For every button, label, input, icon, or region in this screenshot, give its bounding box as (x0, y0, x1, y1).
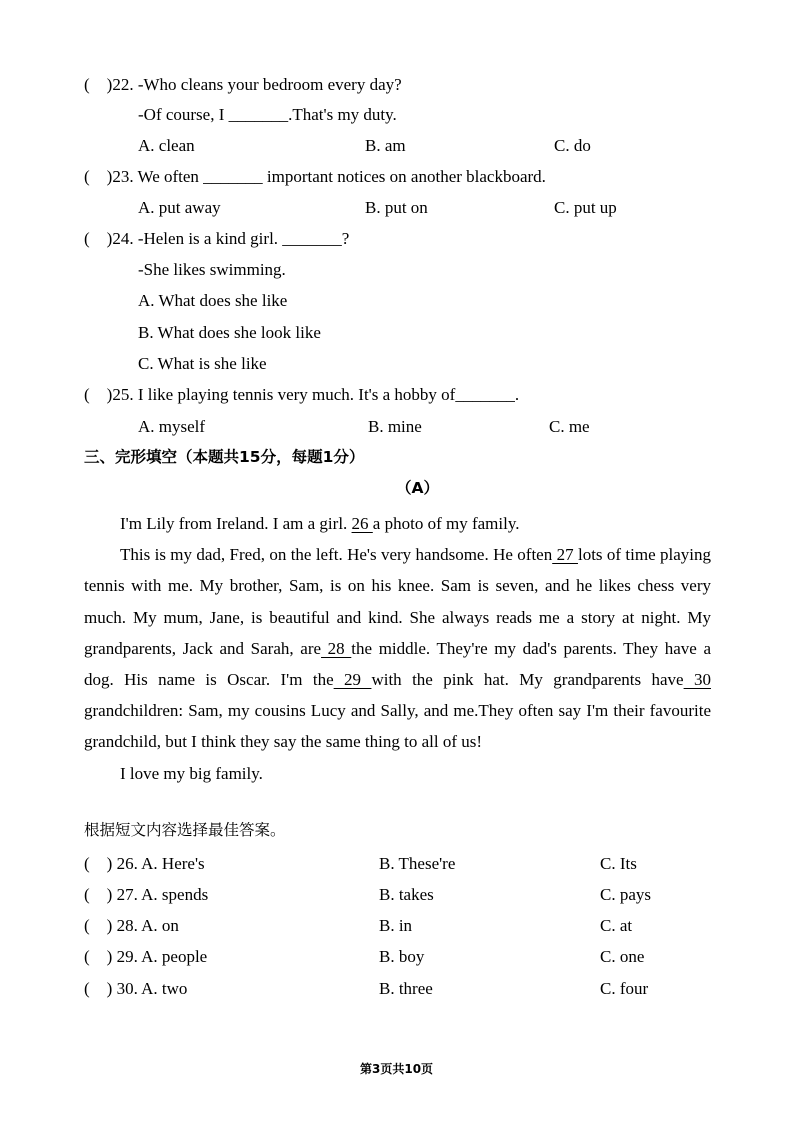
q25-option-c: C. me (549, 417, 590, 436)
answer-27-b: B. takes (379, 885, 434, 904)
answer-27-a: ( ) 27. A. spends (84, 885, 209, 904)
q22-option-b: B. am (365, 136, 406, 155)
part-label: （A） (396, 479, 439, 497)
q25-option-b: B. mine (368, 417, 422, 436)
answer-29-b: B. boy (379, 947, 425, 966)
q22-stem: ( )22. -Who cleans your bedroom every day? (84, 75, 402, 94)
q22-option-c: C. do (554, 136, 591, 155)
answer-27-c: C. pays (600, 885, 651, 904)
section-title: 三、完形填空（本题共15分，每题1分） (84, 448, 365, 466)
passage-paragraph-1 (84, 508, 711, 539)
passage-text: with the pink hat. My grandparents have (371, 670, 684, 690)
q23-option-a: A. put away (138, 198, 221, 217)
passage-paragraph-3: I love my big family. (120, 763, 263, 783)
q24-sub: -She likes swimming. (138, 260, 286, 279)
cloze-passage (84, 508, 711, 789)
blank-28: 28 (321, 638, 352, 658)
answer-26-a: ( ) 26. A. Here's (84, 854, 205, 873)
page-footer: 第3页共10页 (360, 1062, 434, 1076)
q24-option-c: C. What is she like (138, 354, 267, 373)
passage-paragraph-2 (84, 539, 711, 757)
answer-28-c: C. at (600, 916, 633, 935)
q23-option-b: B. put on (365, 198, 428, 217)
blank-26: 26 (351, 514, 373, 533)
answer-26-b: B. These're (379, 854, 456, 873)
blank-29: 29 (333, 670, 372, 690)
answer-30-b: B. three (379, 979, 433, 998)
passage-text: lots of time playing tennis with me. My brother, Sam, is on his knee. Sam is seven, and he likes chess very much. My mum, Jane, is beautiful and kind. She always reads me a story at night. My grandparents, Jack and Sarah, are (84, 545, 712, 658)
answer-29-a: ( ) 29. A. people (84, 947, 208, 966)
answer-28-b: B. in (379, 916, 413, 935)
instruction: 根据短文内容选择最佳答案。 (84, 821, 286, 839)
q25-option-a: A. myself (138, 417, 206, 436)
q22-sub: -Of course, I _______.That's my duty. (138, 105, 397, 124)
answer-30-a: ( ) 30. A. two (84, 979, 188, 998)
passage-text: grandchildren: Sam, my cousins Lucy and Sally, and me.They often say I'm their favourite grandchild, but I think they say the same thing to all of us! (84, 701, 711, 752)
answer-30-c: C. four (600, 979, 649, 998)
blank-27: 27 (552, 545, 578, 565)
q23-option-c: C. put up (554, 198, 617, 217)
answer-29-c: C. one (600, 947, 645, 966)
q25-stem: ( )25. I like playing tennis very much. It's a hobby of_______. (84, 385, 520, 404)
passage-text: the middle. They're my dad's parents. They have a dog. His name is Oscar. I'm the (84, 638, 711, 690)
q24-option-b: B. What does she look like (138, 323, 321, 342)
answer-26-c: C. Its (600, 854, 637, 873)
q24-option-a: A. What does she like (138, 291, 288, 310)
passage-text: This is my dad, Fred, on the left. He's very handsome. He often (120, 545, 553, 565)
q24-stem: ( )24. -Helen is a kind girl. _______? (84, 229, 350, 248)
answer-28-a: ( ) 28. A. on (84, 916, 179, 935)
blank-30: 30 (683, 670, 711, 690)
q22-option-a: A. clean (138, 136, 195, 155)
passage-text: a photo of my family. (372, 514, 520, 533)
q23-stem: ( )23. We often _______ important notices on another blackboard. (84, 167, 546, 186)
passage-text: I'm Lily from Ireland. I am a girl. (120, 514, 352, 533)
